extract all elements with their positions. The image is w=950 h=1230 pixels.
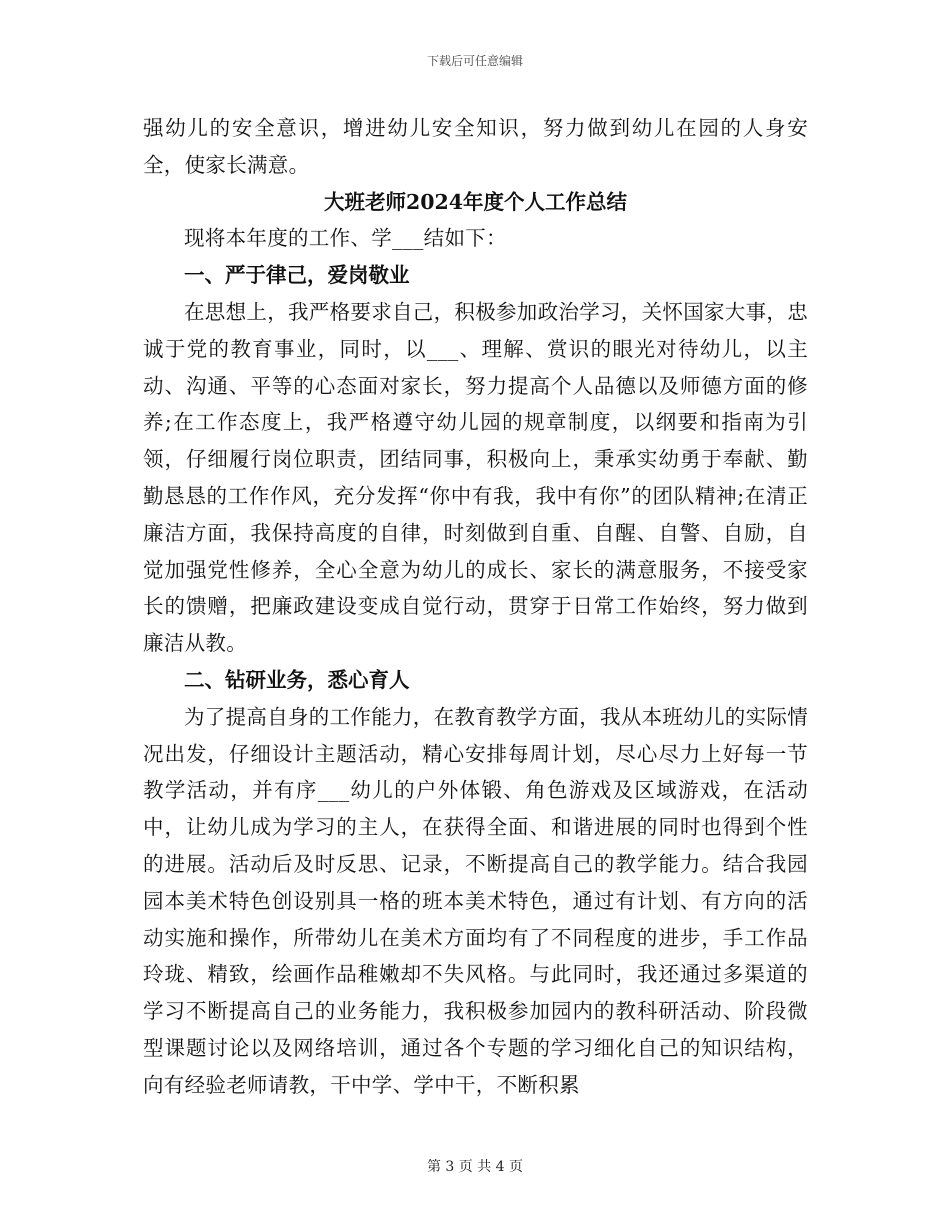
document-body — [143, 110, 808, 1104]
document-title: 大班老师2024年度个人工作总结 — [323, 189, 628, 214]
page-header: 下载后可任意编辑 — [426, 54, 523, 68]
section-heading-1: 一、严于律己，爱岗敬业 — [184, 263, 410, 288]
page-footer: 第 3 页 共 4 页 — [426, 1159, 524, 1175]
section-body-2: 为了提高自身的工作能力，在教育教学方面，我从本班幼儿的实际情况出发，仔细设计主题活动，精心安排每周计划，尽心尽力上好每一节教学活动，并有序___幼儿的户外体锻、角色游戏及区域游戏，在活动中，让幼儿成为学习的主人，在获得全面、和谐进展的同时也得到个性的进展。活动后及时反思、记录，不断提高自己的教学能力。结合我园园本美术特色创设别具一格的班本美术特色，通过有计划、有方向的活动实施和操作，所带幼儿在美术方面均有了不同程度的进步，手工作品玲珑、精致，绘画作品稚嫩却不失风格。与此同时，我还通过多渠道的学习不断提高自己的业务能力，我积极参加园内的教科研活动、阶段微型课题讨论以及网络培训，通过各个专题的学习细化自己的知识结构，向有经验老师请教，干中学、学中干，不断积累 — [143, 704, 808, 1097]
section-heading-2: 二、钻研业务，悉心育人 — [184, 667, 410, 692]
section-body-1: 在思想上，我严格要求自己，积极参加政治学习，关怀国家大事，忠诚于党的教育事业，同时，以___、理解、赏识的眼光对待幼儿，以主动、沟通、平等的心态面对家长，努力提高个人品德以及师德方面的修养;在工作态度上，我严格遵守幼儿园的规章制度，以纲要和指南为引领，仔细履行岗位职责，团结同事，积极向上，秉承实幼勇于奉献、勤勤恳恳的工作作风，充分发挥“你中有我，我中有你”的团队精神;在清正廉洁方面，我保持高度的自律，时刻做到自重、自醒、自警、自励，自觉加强党性修养，全心全意为幼儿的成长、家长的满意服务，不接受家长的馈赠，把廉政建设变成自觉行动，贯穿于日常工作始终，努力做到廉洁从教。 — [143, 299, 808, 656]
opening-paragraph: 现将本年度的工作、学___结如下： — [184, 226, 507, 251]
intro-continuation: 强幼儿的安全意识，增进幼儿安全知识，努力做到幼儿在园的人身安全，使家长满意。 — [143, 116, 808, 177]
